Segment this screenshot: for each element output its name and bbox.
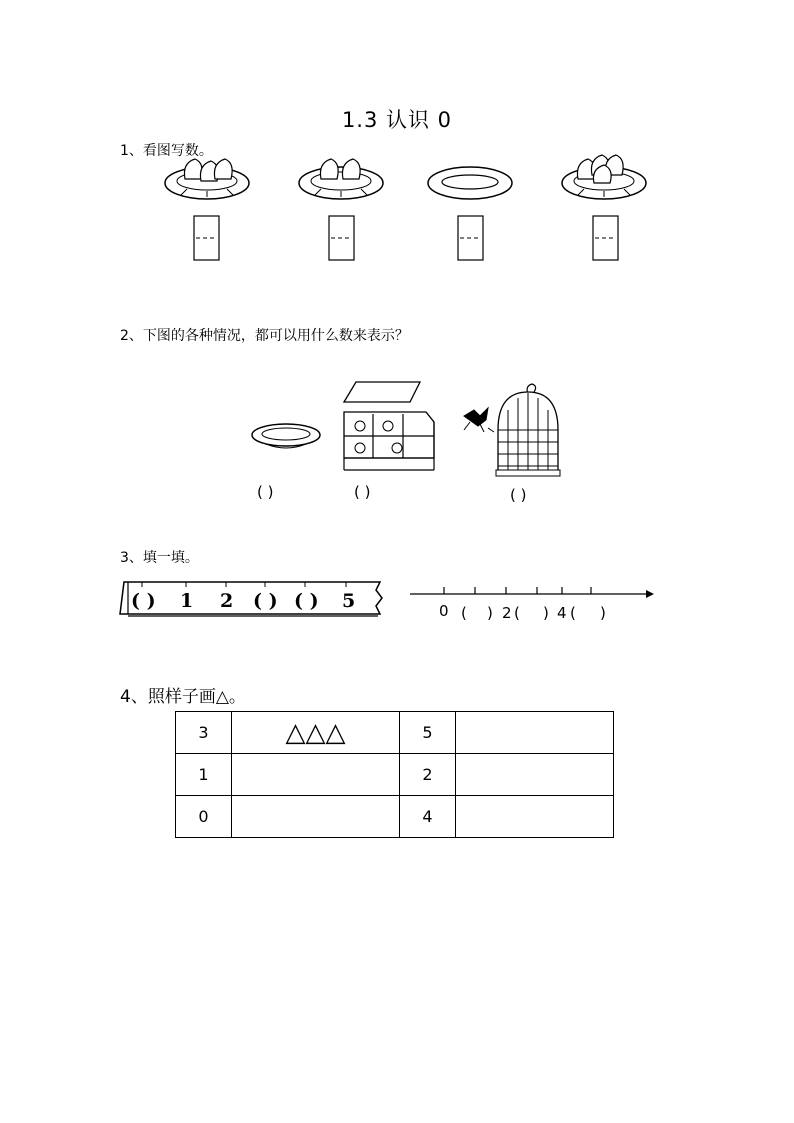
triangle-example: △△△ [285, 717, 346, 748]
line-blank-3-close[interactable]: ) [600, 604, 606, 622]
line-label-0: 0 [439, 602, 449, 620]
answer-box-1[interactable] [194, 216, 219, 260]
strip-blank-2[interactable]: ( ) [253, 590, 278, 612]
table-row [176, 796, 614, 838]
table-row [176, 754, 614, 796]
line-blank-2-close[interactable]: ) [543, 604, 549, 622]
strip-number-1: 1 [180, 590, 194, 612]
answer-plate[interactable]: ( ) [257, 483, 274, 501]
empty-plate-icon [252, 424, 320, 448]
plate-empty [428, 167, 512, 199]
bird-icon [464, 408, 494, 432]
plate-peaches-4 [562, 155, 646, 199]
answer-cage[interactable]: ( ) [510, 486, 527, 504]
answer-box-2[interactable] [329, 216, 354, 260]
table-row [176, 712, 614, 754]
line-blank-1-open[interactable]: ( [461, 604, 467, 622]
row-3-number-a: 0 [176, 796, 232, 838]
egg-box-icon [344, 382, 434, 470]
row-1-number-a: 3 [176, 712, 232, 754]
number-line [410, 587, 654, 598]
strip-blank-3[interactable]: ( ) [294, 590, 319, 612]
question-3-label: 3、填一填。 [120, 550, 199, 566]
row-2-draw-a[interactable] [232, 754, 400, 796]
line-blank-3-open[interactable]: ( [570, 604, 576, 622]
row-3-number-b: 4 [400, 796, 456, 838]
answer-box-3[interactable] [458, 216, 483, 260]
question-4-label: 4、照样子画△。 [120, 687, 246, 707]
line-label-2: 2 [502, 604, 512, 622]
line-blank-2-open[interactable]: ( [514, 604, 520, 622]
strip-number-5: 5 [342, 590, 356, 612]
answer-box[interactable]: ( ) [354, 483, 371, 501]
row-1-draw-a[interactable] [232, 712, 400, 754]
line-blank-1-close[interactable]: ) [487, 604, 493, 622]
question-1-label: 1、看图写数。 [120, 143, 213, 159]
question-1-figures [0, 0, 794, 300]
row-2-draw-b[interactable] [456, 754, 614, 796]
answer-box-4[interactable] [593, 216, 618, 260]
strip-blank-1[interactable]: ( ) [131, 590, 156, 612]
question-3-figures [0, 570, 794, 630]
line-label-4: 4 [557, 604, 567, 622]
row-3-draw-b[interactable] [456, 796, 614, 838]
row-2-number-b: 2 [400, 754, 456, 796]
strip-number-2: 2 [220, 590, 234, 612]
plate-peaches-3 [165, 159, 249, 199]
row-3-draw-a[interactable] [232, 796, 400, 838]
row-1-draw-b[interactable] [456, 712, 614, 754]
question-2-figures [0, 380, 794, 480]
birdcage-icon [496, 384, 560, 476]
draw-triangles-table [175, 711, 614, 838]
row-1-number-b: 5 [400, 712, 456, 754]
question-2-label: 2、下图的各种情况，都可以用什么数来表示？ [120, 328, 409, 344]
page-title: 1.3 认识 0 [341, 108, 453, 132]
plate-peaches-2 [299, 159, 383, 199]
row-2-number-a: 1 [176, 754, 232, 796]
